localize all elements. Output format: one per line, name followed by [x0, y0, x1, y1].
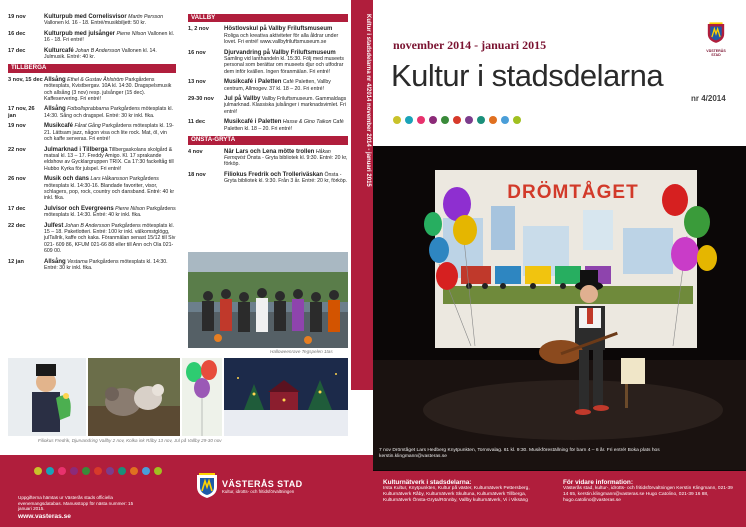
color-dot [34, 467, 42, 475]
color-dot [477, 116, 485, 124]
event-details: Parkgårdens mötesplats kl. 19-21. Lättsam jazz, någon visa och lite rock. Mat, öl, vin och kaffe serveras. Fri entré! [44, 123, 174, 143]
event-date: 11 dec [188, 119, 206, 126]
event-date: 19 nov [8, 14, 26, 20]
event-details: Parkgårdens mötesplats kl. 15 – 18. Paketlotteri. Entré: 100 kr inkl. välkomstglögg, julTallrik, kaffe och kaka. Föranmälan senast 15/12 till Siv 021- 609 86, KFUM 021-66 88 eller till Ann och Ola 021- 609 00. [44, 222, 176, 255]
logo-large [196, 473, 303, 499]
event-title: Musikcafé i Paletten [224, 119, 282, 126]
event-performer: Ethel & Gustav Åhlström [67, 76, 124, 83]
event-title: Musik och dans [44, 176, 90, 183]
event-title: Höstlovskul på Vallby Friluftsmuseum [224, 26, 333, 33]
event-title: Musikcafé [44, 123, 74, 130]
event-title: När Lars och Lena mötte trollen [224, 148, 315, 155]
event-details: Vallby Friluftsmuseum. Gammaldags julmarknad. Klassiska julsånger i marknadsvimlet. Fri entré! [224, 96, 347, 115]
event-performer: Johan B Andersson [75, 47, 121, 54]
event-details: Vallonen kl. 16 - 18. Fri entré! [44, 30, 175, 44]
event-title: Julmarknad i Tillberga [44, 146, 108, 153]
event-details: Vallonen kl. 14. Julmusik. Entré: 40 kr. [44, 47, 157, 61]
photo-magician [8, 358, 86, 436]
event-item [188, 50, 348, 76]
event-performer: Håkan Fernqvist [224, 148, 331, 161]
front-page [373, 0, 746, 527]
logo-small-text: VÄSTERÅS STAD [706, 49, 726, 57]
event-item [8, 14, 176, 27]
event-date: 1, 2 nov [188, 26, 209, 33]
event-performer: Hasse & Gino Taikon [282, 119, 332, 126]
event-details: Tillbergaskolans skolgård & matsal kl. 13 – 17. Freddy Amigo. Kl. 17 sprakande eldshow av Gycklargruppen TRIX. Ca 17:30 fackeltåg till Hubbo Kyrka för julspel. Fri entré! [44, 146, 174, 172]
event-details: Önsta - Gryta bibliotek kl. 9:30. Entré: 20 kr, förköp. [224, 154, 348, 168]
event-title: Kulturpub med Cornelisvisor [44, 14, 127, 20]
color-dot [429, 116, 437, 124]
color-dot [453, 116, 461, 124]
event-item [188, 172, 348, 185]
event-item [8, 123, 176, 142]
stage-photo-image [373, 146, 746, 471]
event-date: 4 nov [188, 148, 203, 155]
color-dot [154, 467, 162, 475]
event-date: 22 dec [8, 222, 26, 229]
event-title: Djurvandring på Vallby Friluftsmuseum [224, 49, 336, 56]
event-performer: Martin Persson [128, 14, 164, 20]
photo-goats [88, 358, 180, 436]
color-dot [393, 116, 401, 124]
event-date: 18 nov [188, 171, 206, 178]
event-performer: Fotbollsprabbarna [67, 106, 109, 113]
cover-photo-stage [373, 146, 746, 471]
event-details: Vallonen kl. 16 - 18. Entré/musikbiljett: 50 kr. [44, 20, 146, 27]
event-item [8, 147, 176, 173]
event-details: Parkgårdens mötesplats kl. 14:30. Entré: 40 kr inkl. fika. [44, 205, 176, 219]
event-performer: Lars Håkansson [90, 176, 128, 183]
event-details: Café Paletten, Vallby centrum, Allmogev. 37 kl. 18 – 20. Fri entré! [224, 79, 331, 92]
event-title: Musikcafé i Paletten [224, 79, 282, 86]
footer-url[interactable]: www.vasteras.se [18, 513, 71, 520]
color-dot [82, 467, 90, 475]
event-column-right [188, 14, 348, 189]
color-dot [489, 116, 497, 124]
color-dot [441, 116, 449, 124]
event-details: Önsta - Gryta bibliotek kl. 9:30. Från 3 år. Entré: 20 kr, förköp. [224, 171, 348, 185]
stage-caption: 7 nov Drömtåget Lars Hedberg Knytpunkten, Tornsvalag. 61 kl. 9:30. Musikföreställning för barn 4 – 6 år. Fri entré! Boka plats hos kerstin.klingmann@vasteras.se [379, 448, 660, 459]
event-performer: Pierre Nilson [115, 205, 145, 212]
event-performer: Johan B Andersson [64, 222, 110, 229]
event-item [8, 31, 176, 44]
city-crest-icon [707, 22, 725, 44]
event-details: Samling vid lanthandeln kl. 15:30. Följ med museets personal som berättar om museets djur och utfodrar dem inför kvällen. Ingen föranmälan. Fri entré! [224, 56, 344, 75]
color-dot [58, 467, 66, 475]
issue-dates: november 2014 - januari 2015 [393, 38, 547, 52]
networks-list: Irsta Kultur, Knytpunkten, Kultur på väster, Kulturnätverk Pettersberg, Kulturnätverk Råby, Kulturnätverk Skultuna, Kulturnätverk Tillberga, Kulturnätverk Önsta-Gryta/Rönnby, Vallby kulturnätverk, Vi i Viksäng [383, 486, 530, 503]
event-date: 16 nov [188, 49, 206, 56]
event-title: Kulturpub med julsånger [44, 30, 116, 37]
event-item [188, 149, 348, 168]
event-item [8, 77, 176, 103]
event-item [8, 176, 176, 202]
event-date: 29-30 nov [188, 96, 214, 103]
group-photo-image [188, 252, 348, 348]
color-dot [501, 116, 509, 124]
event-details: Parkgårdens mötesplats kl. 14:30-16. Blandade favoriter, visor, schlagers, pop, rock, country och dansband. Entré: 40 kr inkl. fika. [44, 176, 175, 202]
event-date: 13 nov [188, 79, 206, 86]
front-footer [373, 471, 746, 527]
color-dot [417, 116, 425, 124]
photo-balloons [182, 358, 222, 436]
logo-small [701, 22, 731, 57]
event-item [8, 223, 176, 255]
event-date: 22 nov [8, 146, 26, 153]
event-performer: Pierre Nilson [116, 30, 147, 37]
event-performer: Vestarna [67, 258, 88, 265]
event-date: 3 nov, 15 dec [8, 76, 43, 83]
color-dot [46, 467, 54, 475]
color-dot [513, 116, 521, 124]
event-details: Parkgårdens mötesplats kl. 14:30. Entré: 30 kr inkl. fika. [44, 258, 168, 271]
event-item [8, 259, 176, 272]
event-title: Julvisor och Evergreens [44, 205, 114, 212]
event-performer: Fårat Gång [74, 123, 101, 130]
event-date: 26 nov [8, 176, 26, 183]
event-date: 17 nov, 26 jan [8, 106, 35, 119]
event-column-left [8, 14, 176, 275]
stage-banner-text: DRÖMTÅGET [507, 182, 639, 203]
color-dot [130, 467, 138, 475]
event-title: Julfest [44, 222, 64, 229]
event-title: Jul på Vallby [224, 96, 261, 103]
event-date: 17 dec [8, 47, 26, 54]
logo-sub: Kultur, idrotts- och fritidsförvaltningen [222, 488, 295, 494]
footer-note: Uppgifterna hämtas ur Västerås stads officiella evenemangsdatabas. Manusstopp för nästa nummer: 15 januari 2015. [18, 495, 134, 512]
photo-halloween-group [188, 252, 348, 348]
color-dot [70, 467, 78, 475]
color-dot [465, 116, 473, 124]
event-title: Allsång [44, 106, 66, 113]
event-item [8, 48, 176, 61]
photo-caption-halloween: Halloweenrave Tegspelen 1tas [270, 349, 333, 354]
section-header-onsta-gryta: ÖNSTA-GRYTA [188, 136, 348, 144]
event-item [188, 96, 348, 115]
event-details: Roliga och kreativa aktiviteter för alla åldrar under lovet. Fri entré! www.vallbyfriluftsmuseum.se [224, 32, 339, 46]
event-item [188, 79, 348, 92]
photo-caption-bottom: Filiokus Fredrik, Djurvandring Vallby 2 nov, Kolka ink Råby 13 nov, Jul på Vallby 29-30 nov [38, 438, 222, 443]
networks-title: Kulturnätverk i stadsdelarna: [383, 479, 472, 486]
event-details: Café Paletten kl. 18 – 20. Fri entré! [224, 119, 344, 132]
event-item [8, 206, 176, 219]
event-item [8, 106, 176, 119]
color-dot [405, 116, 413, 124]
color-dot [142, 467, 150, 475]
event-title: Filiokus Fredrik och Trolleriväskan [224, 171, 324, 178]
section-header-vallby: VALLBY [188, 14, 348, 22]
event-title: Kulturcafé [44, 47, 74, 54]
event-details: Parkgårdens mötesplats, Kvistbergav. 10A kl. 14:30. Dragspelsmusik och allsång (3 nov) resp. julsånger (15 dec). Kaffeservering. Fri entré! [44, 76, 172, 103]
event-details: Parkgårdens mötesplats kl. 14:30. Sång och dragspel. Entré: 30 kr inkl. fika. [44, 106, 173, 119]
color-dots [393, 116, 521, 124]
color-dot [106, 467, 114, 475]
section-header-tillberga: TILLBERGA [8, 64, 176, 72]
photo-christmas-market [224, 358, 348, 436]
color-dot [94, 467, 102, 475]
issue-number: nr 4/2014 [691, 94, 726, 103]
color-dots [34, 467, 162, 475]
logo-name: VÄSTERÅS STAD [222, 478, 303, 489]
event-title: Allsång [44, 76, 66, 83]
page-title: Kultur i stadsdelarna [391, 58, 664, 93]
contact-title: För vidare information: [563, 479, 633, 486]
back-footer [0, 455, 373, 527]
spine-text: Kultur i stadsdelarna nr 4/2014 november 2014 - januari 2015 [365, 14, 371, 187]
color-dot [118, 467, 126, 475]
city-crest-icon [196, 473, 218, 499]
event-date: 12 jan [8, 258, 24, 265]
event-item [188, 119, 348, 132]
event-date: 16 dec [8, 30, 26, 37]
event-title: Allsång [44, 258, 66, 265]
contact-info: Västerås stad, kultur-, idrotts- och fritidsförvaltningen Kerstin Klingmann, 021-39 14 65, kerstin.klingmann@vasteras.se Hugo Catolino, 021-39 16 88, hugo.catolino@vasteras.se [563, 486, 733, 503]
event-item [188, 26, 348, 45]
event-date: 19 nov [8, 123, 26, 130]
event-date: 17 dec [8, 205, 26, 212]
